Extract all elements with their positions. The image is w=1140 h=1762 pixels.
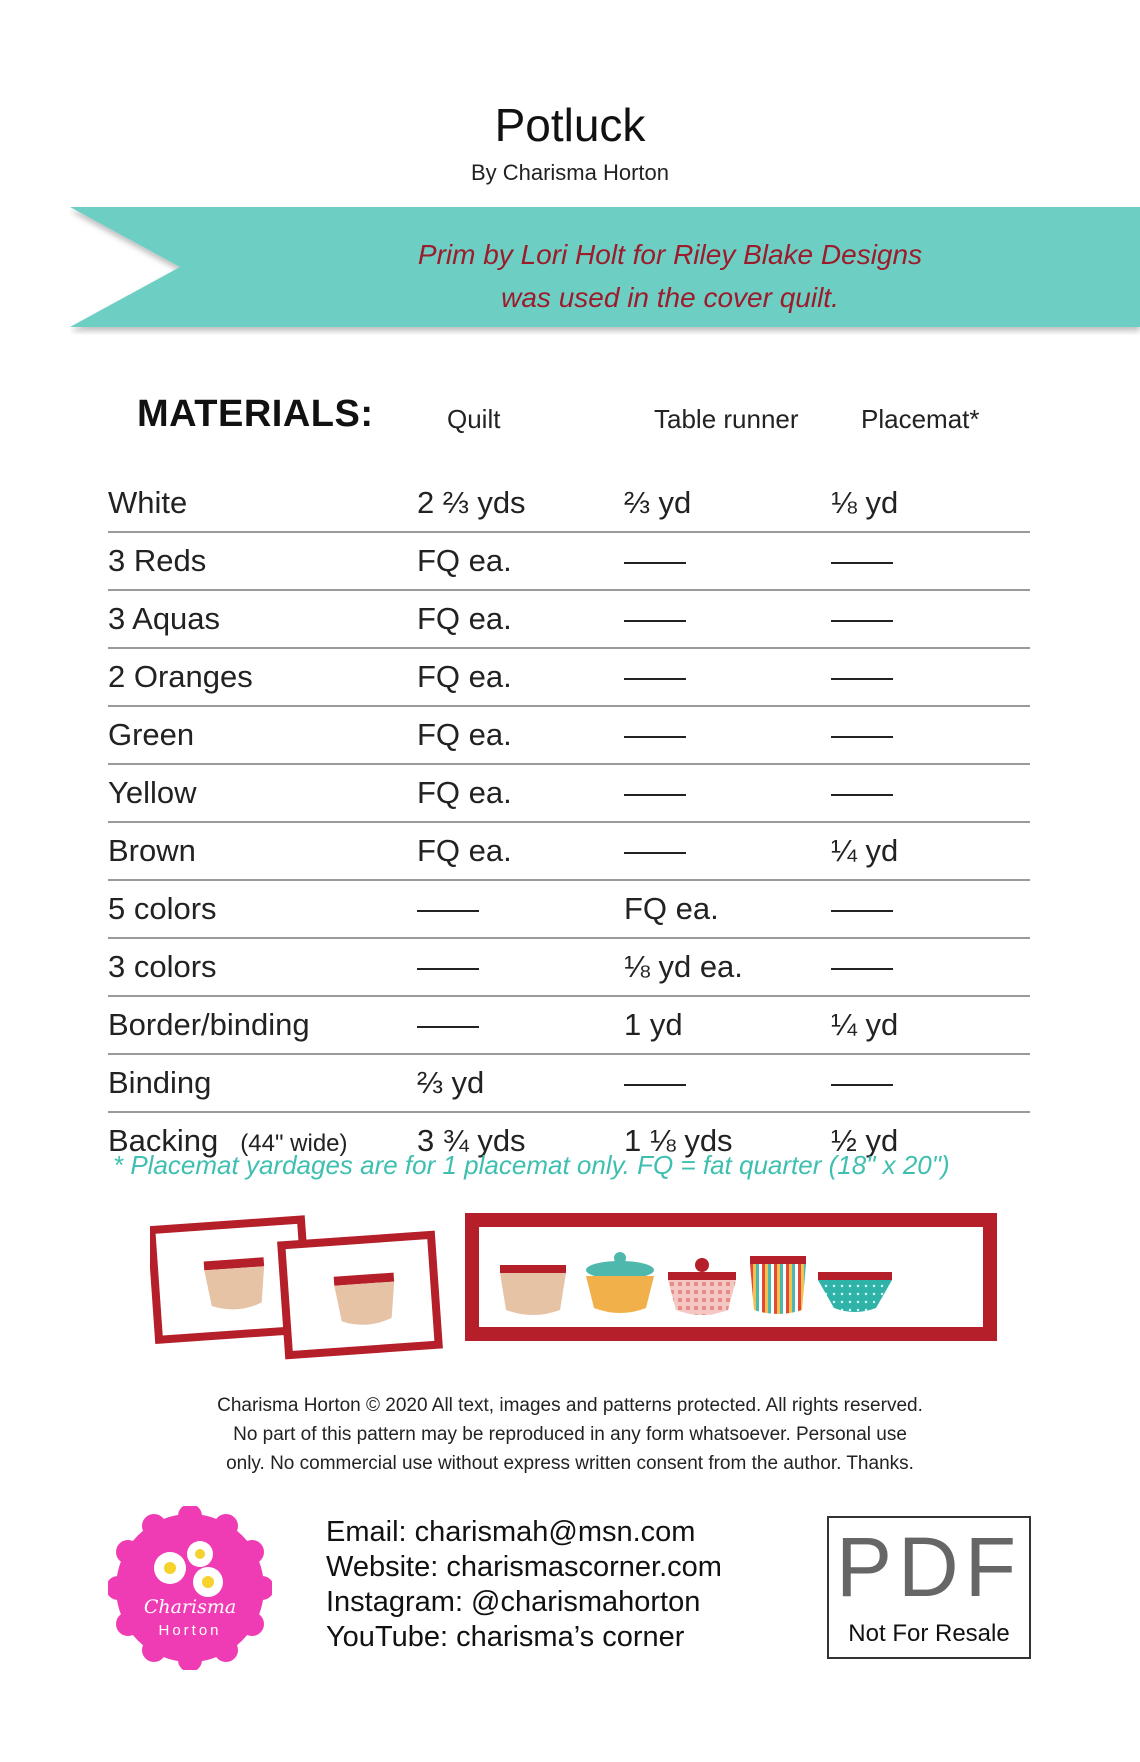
pdf-label: PDF (836, 1520, 1022, 1614)
placemat-amount: —— (831, 648, 1030, 706)
quilt-amount: FQ ea. (417, 706, 624, 764)
table-row (108, 764, 1030, 822)
fabric-name: Yellow (108, 764, 417, 822)
logo-script-text: Charisma (143, 1596, 237, 1618)
quilt-amount: —— (417, 938, 624, 996)
table-row (108, 938, 1030, 996)
runner-amount: FQ ea. (624, 880, 831, 938)
placemat-amount: ¼ yd (831, 822, 1030, 880)
runner-amount: —— (624, 532, 831, 590)
fabric-name: White (108, 475, 417, 532)
quilt-amount: —— (417, 880, 624, 938)
placemat-amount: ½ yd (831, 1123, 899, 1158)
runner-amount: —— (624, 764, 831, 822)
runner-amount: —— (624, 590, 831, 648)
fabric-name: 3 Aquas (108, 590, 417, 648)
banner-line-1: Prim by Lori Holt for Riley Blake Designs (417, 239, 923, 270)
placemat-amount: —— (831, 1054, 1030, 1112)
fabric-name: 3 Reds (108, 532, 417, 590)
runner-amount: 1 yd (624, 996, 831, 1054)
table-row (108, 1054, 1030, 1112)
contact-instagram: Instagram: @charismahorton (326, 1586, 701, 1618)
table-row (108, 590, 1030, 648)
placemat-amount: ⅛ yd (831, 475, 1030, 532)
contact-email: Email: charismah@msn.com (326, 1516, 696, 1548)
column-header-quilt: Quilt (447, 404, 501, 434)
placemat-amount: —— (831, 590, 1030, 648)
fabric-name: Border/binding (108, 996, 417, 1054)
quilt-amount: FQ ea. (417, 822, 624, 880)
fabric-name: Green (108, 706, 417, 764)
project-illustration (150, 1210, 1000, 1360)
table-row (108, 648, 1030, 706)
table-row (108, 996, 1030, 1054)
fabric-name: Backing (108, 1123, 219, 1158)
quilt-amount: 2 ⅔ yds (417, 475, 624, 532)
pdf-not-for-resale-stamp (827, 1516, 1031, 1659)
runner-amount: —— (624, 706, 831, 764)
materials-table (108, 475, 1030, 1169)
contact-youtube: YouTube: charisma’s corner (326, 1621, 685, 1653)
runner-amount: —— (624, 1054, 831, 1112)
runner-amount: —— (624, 822, 831, 880)
quilt-amount: FQ ea. (417, 532, 624, 590)
quilt-amount: —— (417, 996, 624, 1054)
fabric-name: Brown (108, 822, 417, 880)
logo-sub-text: Horton (158, 1622, 222, 1639)
quilt-amount: FQ ea. (417, 590, 624, 648)
fabric-name: 5 colors (108, 880, 417, 938)
fabric-name: 3 colors (108, 938, 417, 996)
table-row (108, 880, 1030, 938)
placemat-amount: —— (831, 532, 1030, 590)
runner-amount: ⅔ yd (624, 475, 831, 532)
copyright-line-3: only. No commercial use without express written consent from the author. Thanks. (226, 1453, 914, 1474)
table-row (108, 706, 1030, 764)
contact-website: Website: charismascorner.com (326, 1551, 722, 1583)
placemat-amount: —— (831, 706, 1030, 764)
copyright-line-2: No part of this pattern may be reproduced in any form whatsoever. Personal use (233, 1424, 907, 1445)
fabric-banner (70, 207, 1140, 335)
table-row (108, 822, 1030, 880)
table-row (108, 475, 1030, 532)
placemat-amount: —— (831, 764, 1030, 822)
banner-line-2: was used in the cover quilt. (501, 282, 839, 313)
runner-amount: 1 ⅛ yds (624, 1123, 733, 1158)
copyright-line-1: Charisma Horton © 2020 All text, images and patterns protected. All rights reserved. (217, 1395, 923, 1416)
placemat-footnote: * Placemat yardages are for 1 placemat only. FQ = fat quarter (18" x 20") (113, 1150, 950, 1180)
page-title: Potluck (494, 99, 646, 151)
placemat-illustration-2 (281, 1235, 438, 1355)
author-byline: By Charisma Horton (470, 160, 670, 185)
quilt-amount: ⅔ yd (417, 1054, 624, 1112)
contact-info (326, 1515, 722, 1655)
placemat-amount: —— (831, 938, 1030, 996)
table-row (108, 532, 1030, 590)
quilt-amount: FQ ea. (417, 764, 624, 822)
banner-text (290, 233, 1050, 319)
not-for-resale-label: Not For Resale (848, 1620, 1010, 1647)
fabric-name: 2 Oranges (108, 648, 417, 706)
placemat-amount: ¼ yd (831, 996, 1030, 1054)
quilt-amount: FQ ea. (417, 648, 624, 706)
quilt-amount: 3 ¾ yds (417, 1123, 526, 1158)
runner-amount: ⅛ yd ea. (624, 938, 831, 996)
placemat-amount: —— (831, 880, 1030, 938)
copyright-notice (0, 1391, 1140, 1478)
column-header-table-runner: Table runner (654, 404, 799, 434)
backing-width-note: (44" wide) (240, 1130, 348, 1157)
fabric-name: Binding (108, 1054, 417, 1112)
materials-heading: MATERIALS: (137, 393, 374, 435)
runner-amount: —— (624, 648, 831, 706)
table-runner-illustration (472, 1220, 990, 1334)
column-header-placemat: Placemat* (861, 404, 980, 434)
charisma-horton-logo (108, 1506, 272, 1670)
